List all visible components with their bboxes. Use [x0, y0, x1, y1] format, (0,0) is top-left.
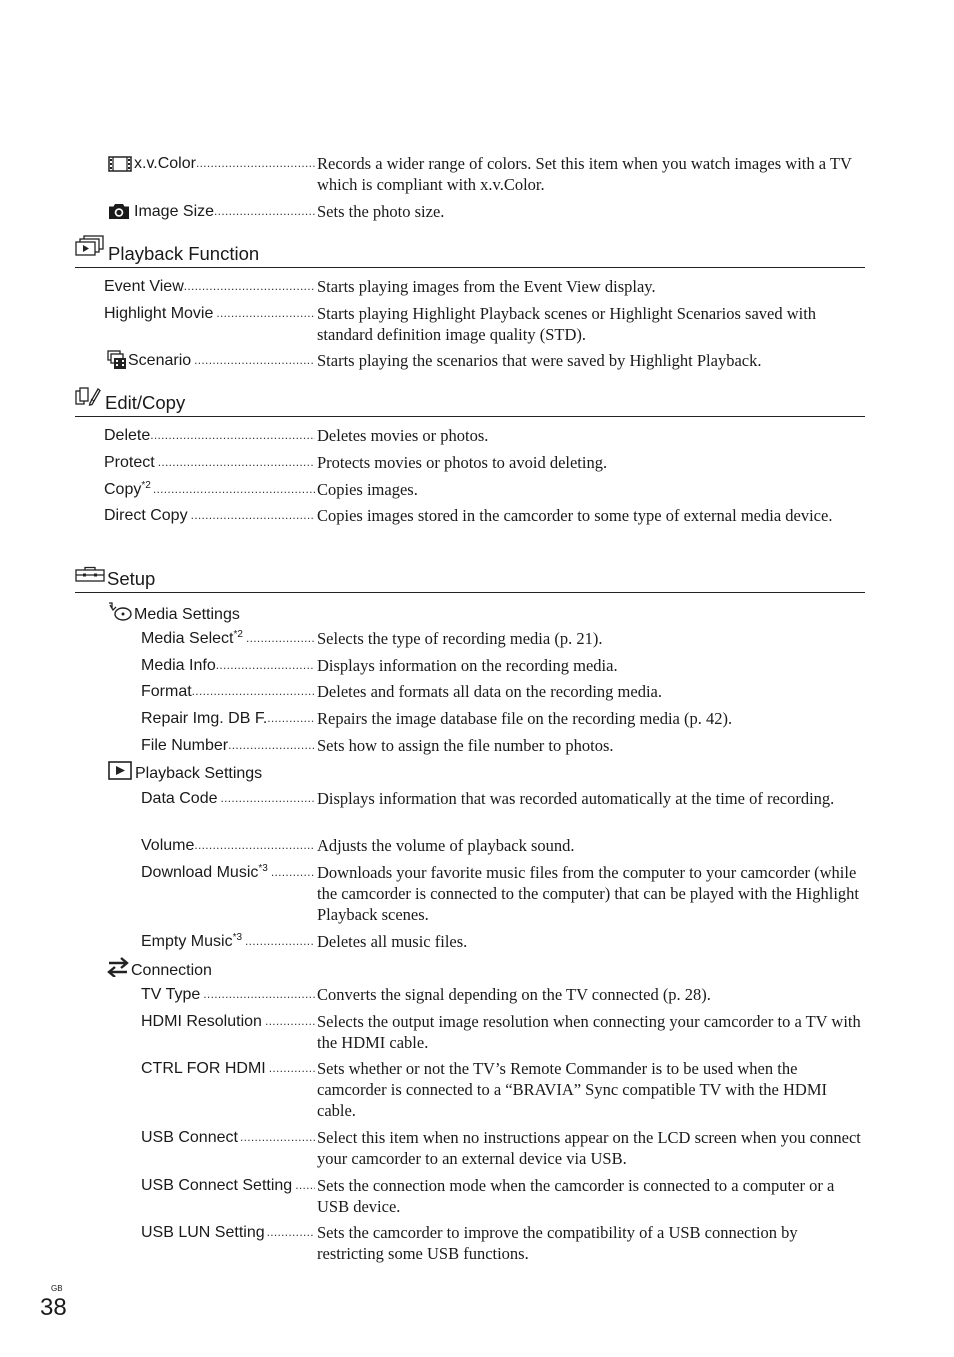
camera-icon [108, 202, 130, 226]
term-label: Format [141, 683, 192, 700]
term-label: Repair Img. DB F. [141, 710, 268, 727]
region-code: GB [51, 1284, 63, 1293]
term-description: Copies images stored in the camcorder to some type of external media device. [317, 506, 833, 525]
section-heading-edit-copy [75, 390, 865, 417]
term-description: Sets the photo size. [317, 202, 445, 221]
scenario-icon [107, 350, 127, 376]
term-copy [104, 479, 315, 500]
term-label: USB LUN Setting [141, 1224, 265, 1241]
playback-function-icon [75, 235, 105, 262]
term-highlight-movie [104, 303, 315, 324]
term-event-view [104, 276, 315, 297]
toolbox-icon [75, 566, 105, 587]
subsection-connection [107, 957, 212, 983]
term-description: Displays information that was recorded automatically at the time of recording. [317, 789, 835, 808]
term-description: Displays information on the recording media. [317, 656, 618, 675]
term-description: Records a wider range of colors. Set this item when you watch images with a TV which is compliant with x.v.Color. [317, 154, 852, 194]
term-ctrl-for-hdmi [141, 1058, 315, 1079]
term-label: Highlight Movie [104, 305, 214, 322]
section-heading-setup [75, 566, 865, 593]
term-data-code [141, 788, 315, 809]
term-usb-connect-setting [141, 1175, 315, 1196]
term-label: TV Type [141, 986, 201, 1003]
term-media-select [141, 628, 315, 649]
term-label: Delete [104, 427, 151, 444]
term-description: Select this item when no instructions appear on the LCD screen when you connect your camcorder to an external device via USB. [317, 1128, 861, 1168]
term-label: Media Select [141, 630, 234, 647]
subsection-title: Connection [131, 961, 212, 979]
term-repair-img-db [141, 708, 315, 729]
footnote-marker: *3 [258, 863, 268, 874]
term-volume [141, 835, 315, 856]
term-description: Sets how to assign the file number to photos. [317, 736, 614, 755]
term-description: Starts playing images from the Event View display. [317, 277, 656, 296]
term-label: CTRL FOR HDMI [141, 1060, 266, 1077]
subsection-title: Media Settings [134, 605, 240, 623]
page-number: 38 [40, 1294, 67, 1321]
term-empty-music [141, 931, 315, 952]
term-description: Sets whether or not the TV’s Remote Commander is to be used when the camcorder is connected to a “BRAVIA” Sync compatible TV with the HDMI cable. [317, 1059, 828, 1120]
term-label: Volume [141, 837, 195, 854]
term-usb-lun-setting [141, 1222, 315, 1243]
term-scenario [107, 350, 315, 376]
term-label: Direct Copy [104, 507, 188, 524]
term-description: Copies images. [317, 480, 418, 499]
footnote-marker: *2 [141, 480, 151, 491]
term-label: USB Connect Setting [141, 1177, 293, 1194]
term-label: Empty Music [141, 933, 233, 950]
subsection-title: Playback Settings [135, 765, 263, 782]
term-label: USB Connect [141, 1129, 238, 1146]
term-label: Data Code [141, 790, 218, 807]
term-format [141, 681, 315, 702]
edit-copy-icon [75, 386, 101, 411]
term-protect [104, 452, 315, 473]
subsection-playback-settings [108, 761, 262, 786]
media-settings-icon [108, 601, 132, 627]
footnote-marker: *3 [232, 932, 243, 943]
term-label: Media Info [141, 657, 216, 674]
subsection-media-settings [108, 601, 240, 627]
section-title: Playback Function [108, 243, 260, 264]
term-description: Adjusts the volume of playback sound. [317, 836, 575, 855]
term-description: Protects movies or photos to avoid deleting. [317, 453, 608, 472]
section-heading-playback-function [75, 241, 865, 268]
term-image-size [108, 201, 315, 226]
term-description: Selects the type of recording media (p. 21). [317, 629, 603, 648]
term-label: HDMI Resolution [141, 1013, 262, 1030]
connection-arrows-icon [107, 957, 129, 983]
term-direct-copy [104, 505, 315, 526]
term-label: Copy [104, 481, 142, 498]
term-label: x.v.Color [134, 155, 196, 172]
term-delete [104, 425, 315, 446]
term-description: Deletes and formats all data on the recording media. [317, 682, 662, 701]
term-hdmi-resolution [141, 1011, 315, 1032]
footnote-marker: *2 [233, 629, 243, 640]
term-download-music [141, 862, 315, 883]
term-label: Image Size [134, 203, 215, 220]
term-description: Deletes all music files. [317, 932, 468, 951]
term-description: Selects the output image resolution when connecting your camcorder to a TV with the HDMI cable. [317, 1012, 861, 1052]
term-description: Downloads your favorite music files from the computer to your camcorder (while the camcorder is connected to the computer) that can be played with the Highlight Playback scenes. [317, 863, 860, 924]
term-usb-connect [141, 1127, 315, 1148]
term-description: Sets the connection mode when the camcorder is connected to a computer or a USB device. [317, 1176, 835, 1216]
term-label: File Number [141, 737, 229, 754]
term-xvcolor [108, 153, 315, 178]
term-label: Scenario [128, 352, 192, 369]
term-description: Starts playing the scenarios that were saved by Highlight Playback. [317, 351, 762, 370]
term-media-info [141, 655, 315, 676]
term-description: Starts playing Highlight Playback scenes or Highlight Scenarios saved with standard definition image quality (STD). [317, 304, 817, 344]
term-label: Protect [104, 454, 155, 471]
play-box-icon [108, 761, 132, 786]
section-title: Setup [107, 568, 156, 589]
term-file-number [141, 735, 315, 756]
film-icon [108, 156, 132, 178]
term-description: Deletes movies or photos. [317, 426, 489, 445]
term-label: Event View [104, 278, 184, 295]
term-label: Download Music [141, 864, 259, 881]
term-description: Converts the signal depending on the TV connected (p. 28). [317, 985, 711, 1004]
section-title: Edit/Copy [105, 392, 186, 413]
term-description: Sets the camcorder to improve the compatibility of a USB connection by restricting some USB functions. [317, 1223, 798, 1263]
term-tv-type [141, 984, 315, 1005]
term-description: Repairs the image database file on the recording media (p. 42). [317, 709, 733, 728]
